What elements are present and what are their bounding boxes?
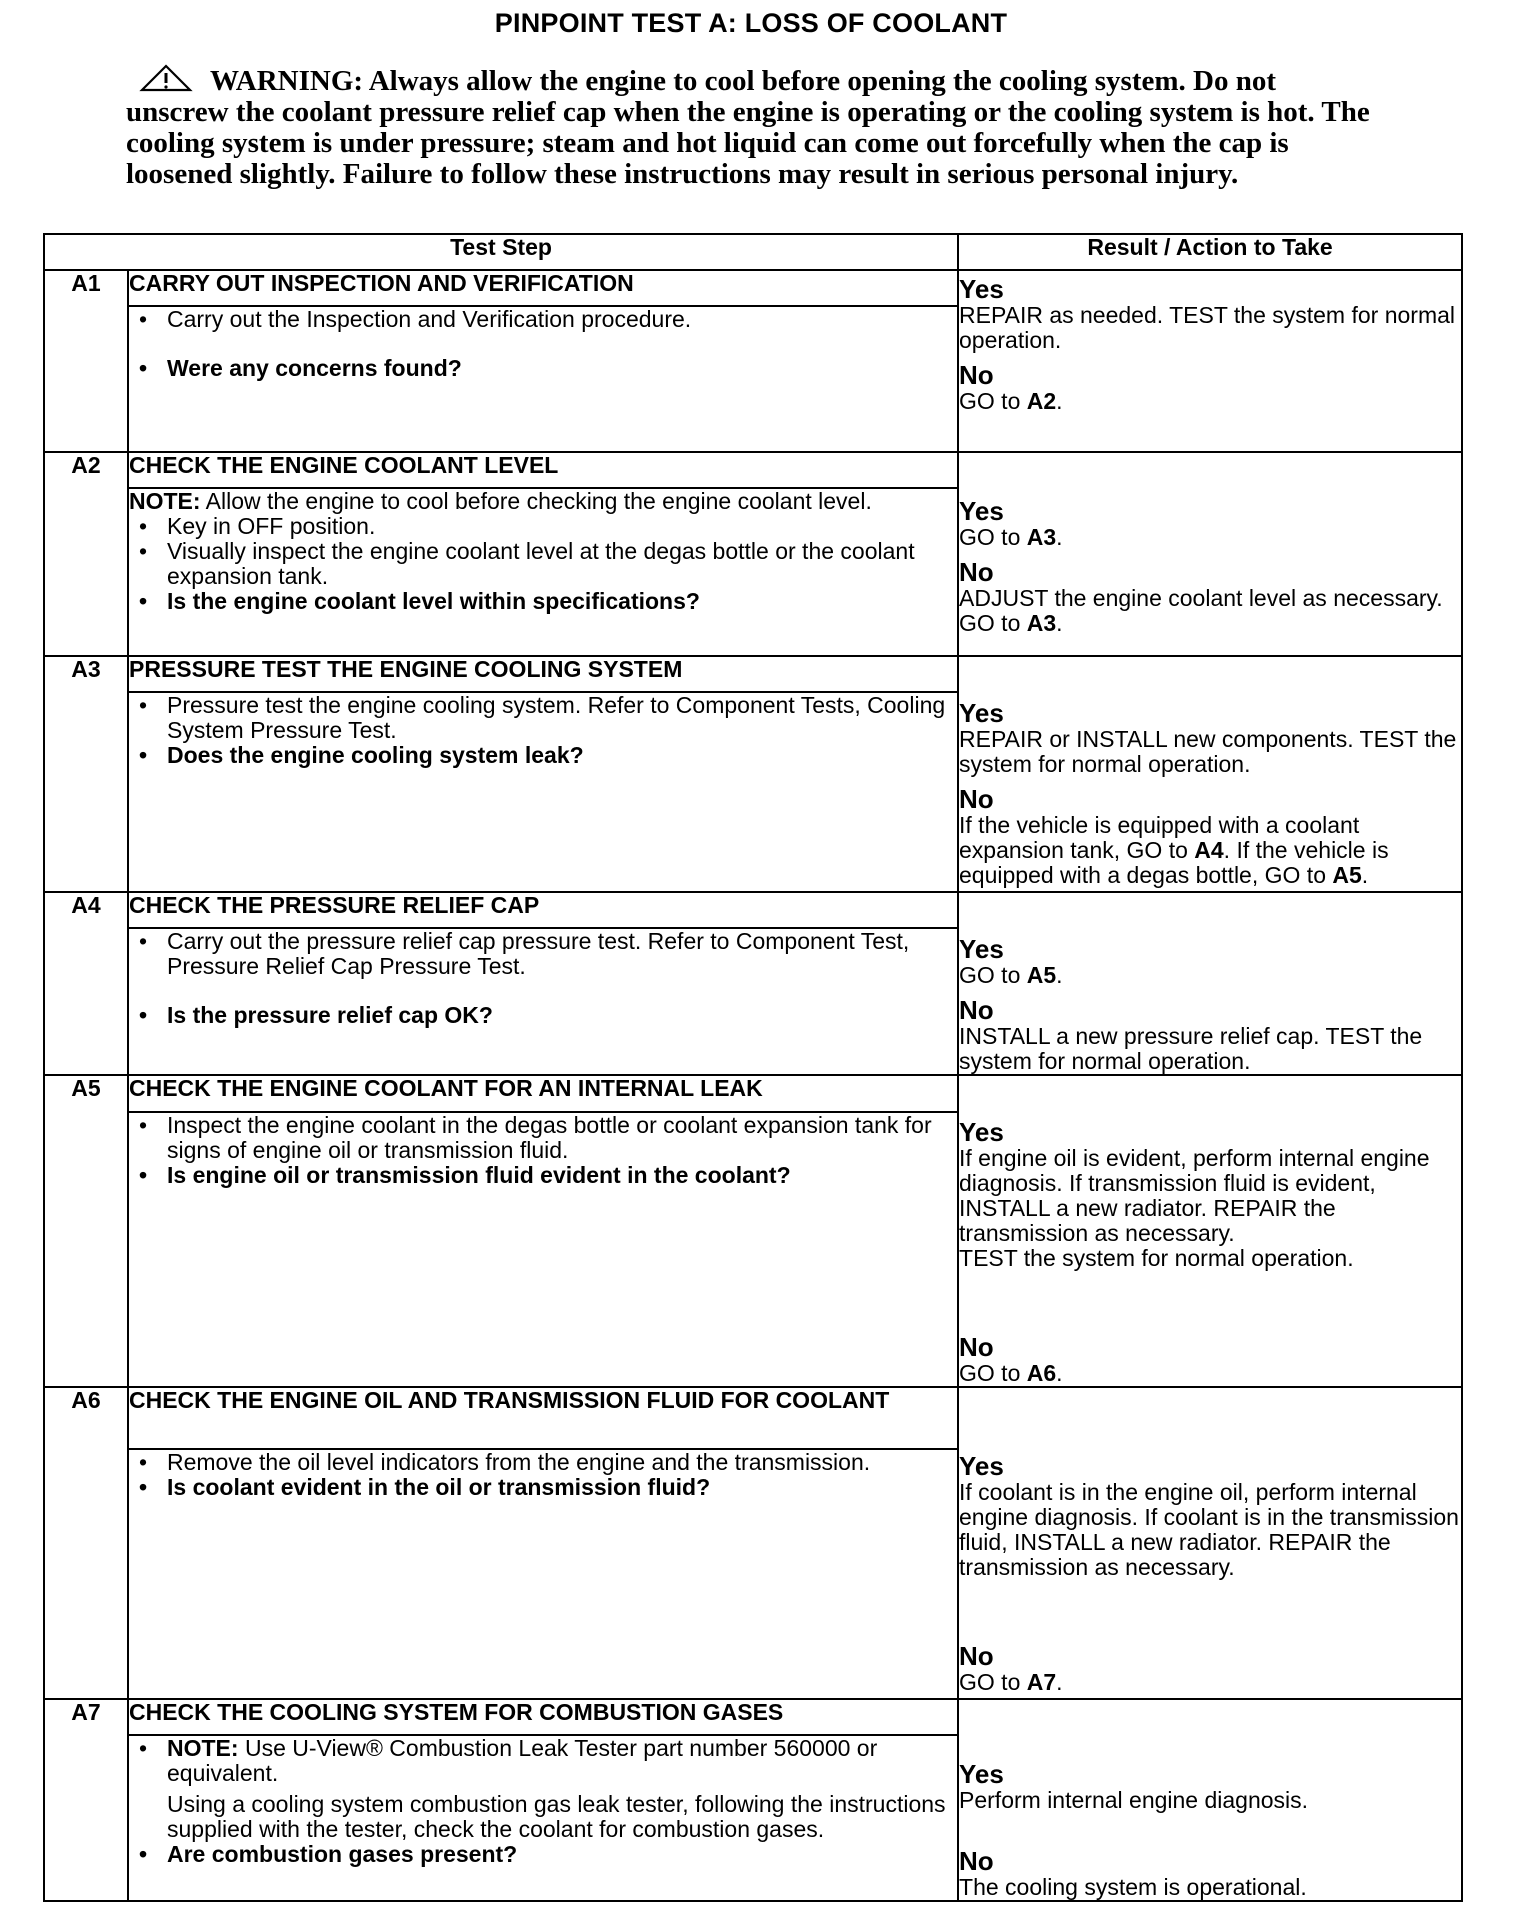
step-body [128,306,958,452]
step-bullet: • Visually inspect the engine coolant level at the degas bottle or the coolant expansion tank. [129,539,957,589]
step-link[interactable]: A4 [1194,837,1224,863]
step-row-a7 [44,1699,1462,1735]
no-label: No [959,784,994,814]
result-cell [958,270,1462,452]
step-bullet: • Inspect the engine coolant in the degas bottle or coolant expansion tank for signs of engine oil or transmission fluid. [129,1113,957,1163]
yes-label: Yes [959,1759,1004,1789]
yes-action: REPAIR as needed. TEST the system for normal operation. [959,302,1456,353]
table-header-row [44,234,1462,270]
yes-action: GO to A3. [959,524,1063,550]
yes-action: Perform internal engine diagnosis. [959,1787,1309,1813]
step-title: CHECK THE ENGINE COOLANT FOR AN INTERNAL LEAK [128,1075,958,1112]
no-label: No [959,360,994,390]
step-link[interactable]: A7 [1026,1669,1057,1695]
step-link[interactable]: A3 [1026,524,1057,550]
step-body [128,1112,958,1387]
no-action: GO to A6. [959,1360,1063,1386]
yes-action: GO to A5. [959,962,1063,988]
yes-label: Yes [959,698,1004,728]
step-question: • Is the pressure relief cap OK? [129,1003,957,1028]
yes-label: Yes [959,1451,1004,1481]
no-label: No [959,1641,994,1671]
no-label: No [959,995,994,1025]
header-test-step: Test Step [44,234,958,270]
step-question: • Are combustion gases present? [129,1842,957,1867]
step-note: • NOTE: Use U-View® Combustion Leak Tester part number 560000 or equivalent. [129,1736,957,1786]
yes-action: If engine oil is evident, perform internal engine diagnosis. If transmission fluid is evident, INSTALL a new radiator. REPAIR the transmission as necessary. [959,1145,1430,1246]
step-row-a2 [44,452,1462,488]
no-label: No [959,1332,994,1362]
step-title: PRESSURE TEST THE ENGINE COOLING SYSTEM [128,656,958,692]
step-bullet: • Key in OFF position. [129,514,957,539]
no-action: The cooling system is operational. [959,1874,1307,1900]
yes-label: Yes [959,274,1004,304]
warning-text: WARNING: Always allow the engine to cool before opening the cooling system. Do not unscrew the coolant pressure relief cap when the engine is operating or the cooling system is hot. The cooling system is under pressure; steam and hot liquid can come out forcefully when the cap is loosened slightly. Failure to follow these instructions may result in serious personal injury. [126,65,1370,190]
no-action: If the vehicle is equipped with a coolant expansion tank, GO to A4. If the vehicle is equipped with a degas bottle, GO to A5. [959,812,1389,888]
step-body [128,488,958,656]
yes-label: Yes [959,496,1004,526]
no-action: ADJUST the engine coolant level as necessary. GO to A3. [959,585,1443,636]
result-cell [958,892,1462,1075]
step-note: NOTE: Allow the engine to cool before checking the engine coolant level. [129,488,872,514]
step-body [128,1449,958,1699]
result-cell [958,656,1462,892]
yes-label: Yes [959,1117,1004,1147]
step-id: A2 [44,452,128,656]
step-id: A6 [44,1387,128,1699]
yes-label: Yes [959,934,1004,964]
step-body [128,928,958,1075]
step-link[interactable]: A5 [1332,862,1362,888]
page-title: PINPOINT TEST A: LOSS OF COOLANT [494,8,1008,38]
step-link[interactable]: A3 [1026,610,1057,636]
step-id: A5 [44,1075,128,1387]
no-action: GO to A7. [959,1669,1063,1695]
result-cell [958,1075,1462,1387]
no-action: INSTALL a new pressure relief cap. TEST the system for normal operation. [959,1023,1423,1074]
no-label: No [959,557,994,587]
step-paragraph: Using a cooling system combustion gas leak tester, following the instructions supplied with the tester, check the coolant for combustion gases. [167,1791,946,1843]
step-link[interactable]: A2 [1026,388,1057,414]
step-question: • Is coolant evident in the oil or transmission fluid? [129,1475,957,1500]
step-bullet: • Carry out the Inspection and Verification procedure. [129,307,957,332]
no-action: GO to A2. [959,388,1063,414]
step-bullet: • Pressure test the engine cooling system. Refer to Component Tests, Cooling System Pressure Test. [129,693,957,743]
step-question: • Is the engine coolant level within specifications? [129,589,957,614]
step-bullet: • Carry out the pressure relief cap pressure test. Refer to Component Test, Pressure Relief Cap Pressure Test. [129,929,957,979]
no-label: No [959,1846,994,1876]
step-row-a6 [44,1387,1462,1449]
step-id: A4 [44,892,128,1075]
yes-action-extra: TEST the system for normal operation. [959,1245,1354,1271]
step-body [128,692,958,892]
step-title: CHECK THE PRESSURE RELIEF CAP [128,892,958,928]
result-cell [958,1387,1462,1699]
spacer [959,1580,1461,1638]
yes-action: If coolant is in the engine oil, perform internal engine diagnosis. If coolant is in the transmission fluid, INSTALL a new radiator. REPAIR the transmission as necessary. [959,1479,1459,1580]
spacer [959,1813,1461,1843]
step-row-a4 [44,892,1462,928]
step-title: CARRY OUT INSPECTION AND VERIFICATION [128,270,958,306]
step-bullet: • Remove the oil level indicators from the engine and the transmission. [129,1450,957,1475]
yes-action: REPAIR or INSTALL new components. TEST the system for normal operation. [959,726,1457,777]
step-id: A3 [44,656,128,892]
step-question: • Does the engine cooling system leak? [129,743,957,768]
step-row-a3 [44,656,1462,692]
result-cell [958,452,1462,656]
result-cell [958,1699,1462,1901]
step-id: A7 [44,1699,128,1901]
header-result: Result / Action to Take [958,234,1462,270]
step-title: CHECK THE COOLING SYSTEM FOR COMBUSTION GASES [128,1699,958,1735]
step-body [128,1735,958,1901]
step-question: • Were any concerns found? [129,356,957,381]
step-id: A1 [44,270,128,452]
pinpoint-test-table [43,233,1463,1902]
spacer [959,1271,1461,1329]
step-question: • Is engine oil or transmission fluid evident in the coolant? [129,1163,957,1188]
step-title: CHECK THE ENGINE COOLANT LEVEL [128,452,958,488]
step-link[interactable]: A6 [1026,1360,1057,1386]
step-row-a5 [44,1075,1462,1112]
step-title: CHECK THE ENGINE OIL AND TRANSMISSION FLUID FOR COOLANT [128,1387,958,1449]
step-row-a1 [44,270,1462,306]
step-link[interactable]: A5 [1026,962,1057,988]
